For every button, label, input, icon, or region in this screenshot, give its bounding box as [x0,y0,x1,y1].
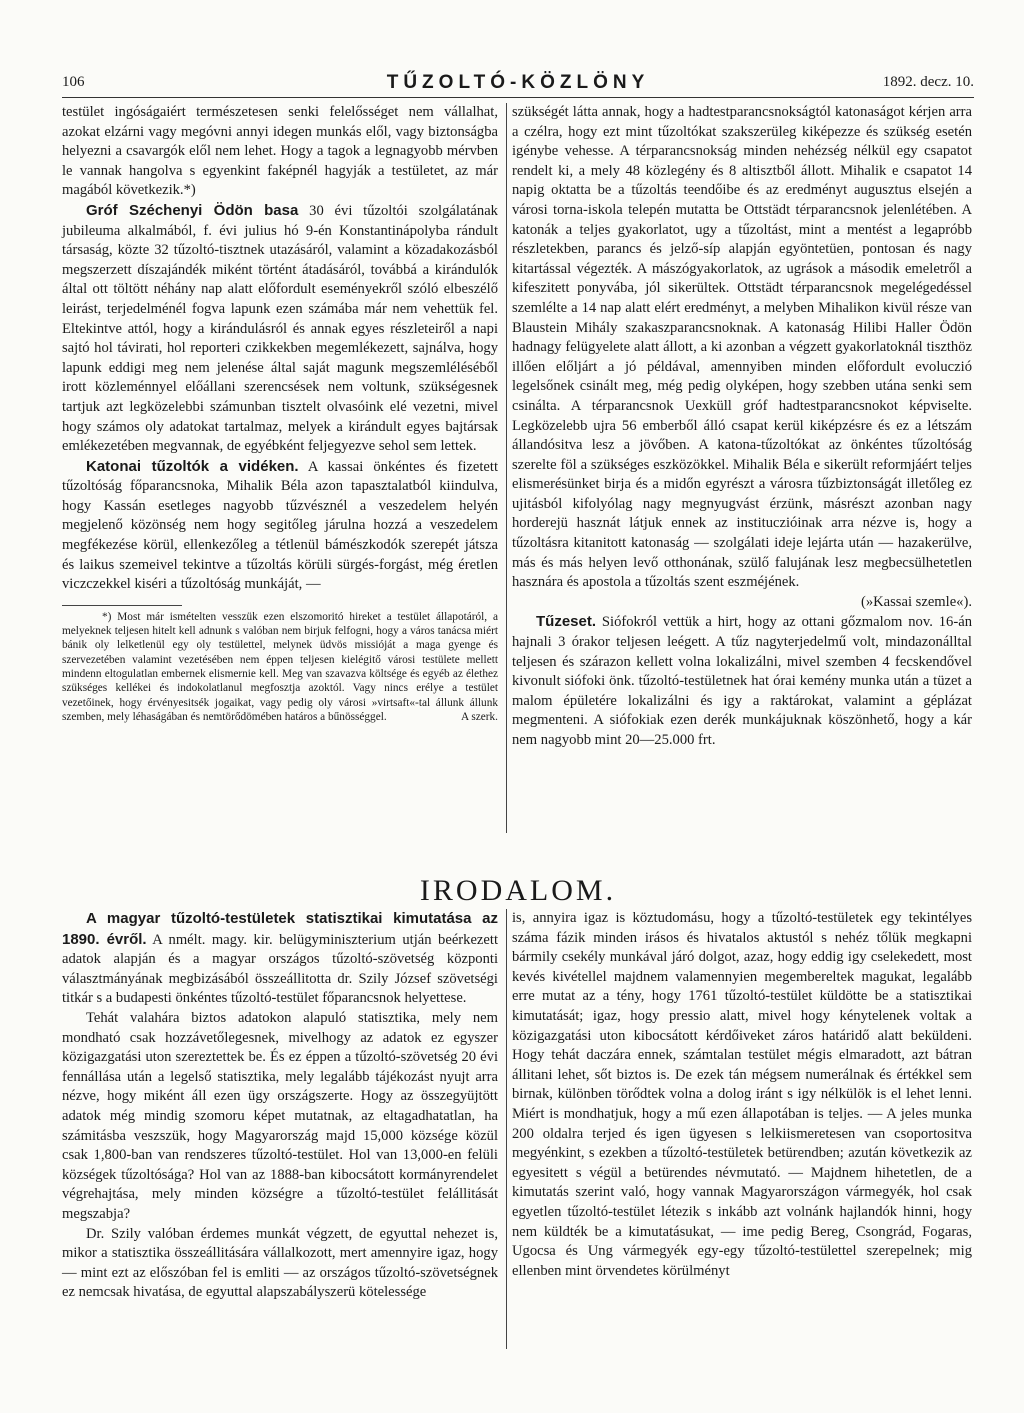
source-credit: (»Kassai szemle«). [860,593,972,610]
page-number: 106 [62,74,85,90]
paragraph: Tehát valahára biztos adatokon alapuló statisztika, mely nem mondható csak hozzávetőlegesnek, mivelhogy az adatok ez egyszer közigazgatási uton szereztettek be. És ez éppen a tűzoltó-szövetség 20 évi fennállása után a legelső statisztika, mely legalább tájékozást nyujt arra nézve, hogy miként áll ezen ügy országszerte. Hogy az összegyüjtött adatok még mindig szomoru képet mutatnak, az eltagadhatatlan, ha számitásba veszszük, hogy Magyarország majd 15,000 községe közül csak 1,800-ban van rendszeres tűzoltó-testület. Hol van 13,000-en felüli községek tűzoltósága? Hol van az 1888-ban kibocsátott kormányrendelet végrehajtása, mely minden községre a tűzoltó-testület felállitását megszabja? [62,1009,498,1222]
paragraph: testület ingóságaiért természetesen senki felelősséget nem vállalhat, azokat elzárni vagy megóvni annyi idegen munkás elől, vagy biztonságba helyezni a csavargók elől nem lehet. Hogy a tagok a legnagyobb mérvben le vannak hangolva s egyenkint faképnél hagyják a testületet, az már magából következik.*) [62,104,498,199]
section-title: IRODALOM. [419,874,617,907]
page-header [62,74,974,94]
paragraph [62,201,498,457]
journal-title: TŰZOLTÓ-KÖZLÖNY [386,72,650,93]
paragraph [62,909,498,1009]
bottom-left-column [62,909,498,1303]
top-left-column [62,103,498,724]
column-divider-top [506,103,507,833]
footnote [62,610,498,724]
column-divider-bottom [506,909,507,1349]
footnote-signature: A szerk. [460,710,498,723]
issue-date: 1892. decz. 10. [882,74,974,90]
bottom-right-column [512,909,972,1281]
article-lead: Katonai tűzoltók a vidéken. [86,457,299,475]
header-rule [62,97,974,98]
article-lead: Tűzeset. [536,613,597,631]
article-lead: A magyar tűzoltó-testületek statisztikai kimutatása az 1890. évről. [62,910,498,948]
paragraph [62,457,498,595]
footnote-rule [62,605,182,606]
paragraph: Dr. Szily valóban érdemes munkát végzett, de egyuttal nehezet is, mikor a statisztika összeállitására vállalkozott, mert amennyire igaz, hogy — mint ezt az előszóban fel is emliti — az országos tűzoltó-szövetségnek ez nemcsak hivatása, de egyuttal alapszabályszerü kötelessége [62,1225,498,1301]
article-text: Siófokról vettük a hirt, hogy az ottani gőzmalom nov. 16-án hajnali 3 órakor teljesen leégett. A tűz nagyterjedelmű volt, mindazonálltal teljesen és szárazon kellett volna lokalizálni, mivel szemben 4 fecskendővel kivonult siófoki önk. tűzoltó-testületnek hat órai kemény munka után a tüzet a malom épületére lokalizálni és igy a raktárokat, valamint a géplázat megmenteni. A siófokiak ezen derék munkájuknak köszönhető, hogy a kár nem nagyobb mint 20—25.000 frt. [512,614,972,748]
top-right-column [512,103,972,751]
article-text: A kassai önkéntes és fizetett tűzoltóság főparancsnoka, Mihalik Béla azon tapasztalatból kiindulva, hogy Kassán esetleges nagyobb tűzvésznél a veszedelem helyén megjelenő közönség nem hogy segitőleg járulna hozzá a veszedelem megfékezése körül, ellenkezőleg a tétlenül bámészkodók szerepét játsza és laikus szemeivel tekintve a tűzoltás körüli sürgés-forgást, még éretlen viczczekkel kiséri a tűzoltóság munkáját, — [62,458,498,593]
footnote-text: *) Most már ismételten vesszük ezen elszomoritó hireket a testület állapotáról, a melyeknek teljesen hitelt kell adnunk s valóban nem birjuk felfogni, hogy a város tanácsa miért bánik oly lelketlenül egy oly testülettel, melynek üdvös missióját a maga gyenge és szervezetében valamint vezetésében nem éppen teljesen kielégitő városi testülete mellett mindenn eltogulatlan embernek elismernie kell. Meg van szavazva költsége és egyéb az élethez szükséges kellékei és indokolatlanul megfosztja azoktól. Vagy nincs erélye a testület vezetőinek, hogy érvényesitsék jogaikat, vagy pedig oly városi »virtsaft«-tal állunk állunk szemben, mely léhaságában és nemtörődömében határos a bűnösséggel. [62,610,498,723]
paragraph: is, annyira igaz is köztudomásu, hogy a tűzoltó-testületek egy tekintélyes száma fázik minden irásos és hivatalos aktustól s nehéz tőlük megkapni bármily csekély munkával járó dolgot, azaz, hogy eddig igy cselekedett, most kevés kivétellel majdnem valamennyien megembereltek magukat, legalább erre mutat az a tény, hogy 1761 tűzoltó-testület küldötte be a statisztikai kimutatását; igaz, hogy pressio alatt, mivel hogy kénytelenek voltak a közigazgatási uton kibocsátott kérdőiveket záros határidő alatt beküldeni. Hogy tehát daczára ennek, számtalan testület mégis elmaradott, azt bátran állitani lehet, sőt biztos is. De ezek tán mégsem numerálnak és értékkel sem birnak, különben törődtek volna a dolog iránt s igy nélkülök is el lehet lenni. Miért is mondhatjuk, hogy a mű ezen állapotában is teljes. — A jeles munka 200 oldalra terjed és igen ügyesen s lelkiismeretesen van csoportositva megyénkint, s ezekben a tűzoltó-testületek betürendben; azután következik az egyesitett s végül a betürendes névmutató. — Majdnem hihetetlen, de a kimutatás szerint való, hogy vannak Magyarországon vármegyék, hol csak egyetlen tűzoltó-testület létezik s inkább azt volnánk hajlandók hinni, hogy nem küldték be a kimutatásukat, — ime pedig Bereg, Csongrád, Fogaras, Ugocsa és Ung vármegyék egy-egy tűzoltó-testülettel szerepelnek; mig ellenben mint örvendetes körülményt [512,910,972,1279]
article-text: A nmélt. magy. kir. belügyminiszterium utján beérkezett adatok alapján és a magyar országos tűzoltó-szövetség központi választmányának megbizásából összeállitotta dr. Szily József szövetségi titkár s a budapesti önkéntes tűzoltó-testület főparancsnok helyettese. [62,931,498,1007]
article-text: 30 évi tűzoltói szolgálatának jubileuma alkalmából, f. évi julius hó 9-én Konstantinápolyba rándult társaság, közte 32 tűzoltó-tisztnek utazásáról, valamint a közadakozásból megszerzett díszajándék miként történt átadásáról, továbbá a kirándulók által ott töltött néhány nap alatt előfordult eseményekről szóló elbeszélő leirást, terjedelménél fogva lapunk ezen számába már nem vehettük fel. Eltekintve attól, hogy a kirándulásról és annak egyes részleteiről a napi sajtó hol távirati, hol reporteri czikkekben megemlékezett, sajnálva, hogy lapunk eddigi meg nem jelenése által saját magunk megszemléléséből irott közleménnyel előállani szerencsések nem voltunk, szükségesnek tartjuk azt legközelebbi számunban tisztelt olvasóink elé vezetni, mivel hogy számos oly adatokat tartalmaz, melyek a kirándult egyes bajtársak emlékezetében megvannak, de egyébként feljegyezve sehol sem lettek. [62,202,498,455]
paragraph: szükségét látta annak, hogy a hadtestparancsnokságtól katonaságot kérjen arra a czélra, hogy ezt mint tűzoltókat szakszerüleg kiképezze és szükség esetén igénybe vehesse. A térparancsnokság minden nehézség nélkül egy csapatot rendelt ki, a mely 48 közlegény és 8 altisztből állott. Mihalik e csapatot 14 napig oktatta be a tűzoltás teendőibe és az eredményt augusztus elsején a városi torna-iskola telepén mutatta be Ottstädt térparancsnok jelenlétében. A katonák a teljes gyakorlatot, ugy a tűzoltást, mint a mentést a legapróbb részletekben, parancs és jelző-síp alapján egyöntetüen, pontosan és nagy kitartással végezték. A mászógyakorlatok, az ugrások a második emeletről a kifeszitett ponyvába, jól sikerültek. Ottstädt térparancsnok megelégedéssel szemlélte a 14 nap alatt elért eredményt, a melyben Mihalikon kivül része van Blaustein Mihály szakaszparancsnoknak. A katonaság Hilibi Haller Ödön hadnagy felügyelete alatt állott, a ki azonban a végzett gyakorlatoknál tiszthöz illően előljárt a jó példával, amennyiben minden előfordult evoluczió legelsőnek csinált meg, még pedig olyképen, hogy szebben utána senki sem csinálta. A térparancsnok Uexküll gróf hadtestparancsnokot képviselte. Legközelebb ujra 56 emberből álló csapat kerül kiképzésre és ez a létszám állandósitva lesz a jövőben. A katona-tűzoltókat az önkéntes tűzoltóság szerelte föl a szükséges eszközökkel. Mihalik Béla e sikerült reformjáért teljes elismerésünket birja és a midőn egyrészt a városra tűzbiztonságát illetőleg ez ujitásból kifolyólag nagy megnyugvást érzünk, másrészt azonban nagy horderejü hasznát látjuk ennek az instituczióinak arra nézve is, hogy a tűzoltásra kitanitott katonaság — szolgálati ideje lejárta után — hazakerülve, más és más helyen levő otthonának, szülő falujának lesz megbecsülhetetlen hasznára és apostola a tűzoltás szent eszméjének. [512,104,972,591]
paragraph [512,612,972,750]
article-lead: Gróf Széchenyi Ödön basa [86,201,299,219]
